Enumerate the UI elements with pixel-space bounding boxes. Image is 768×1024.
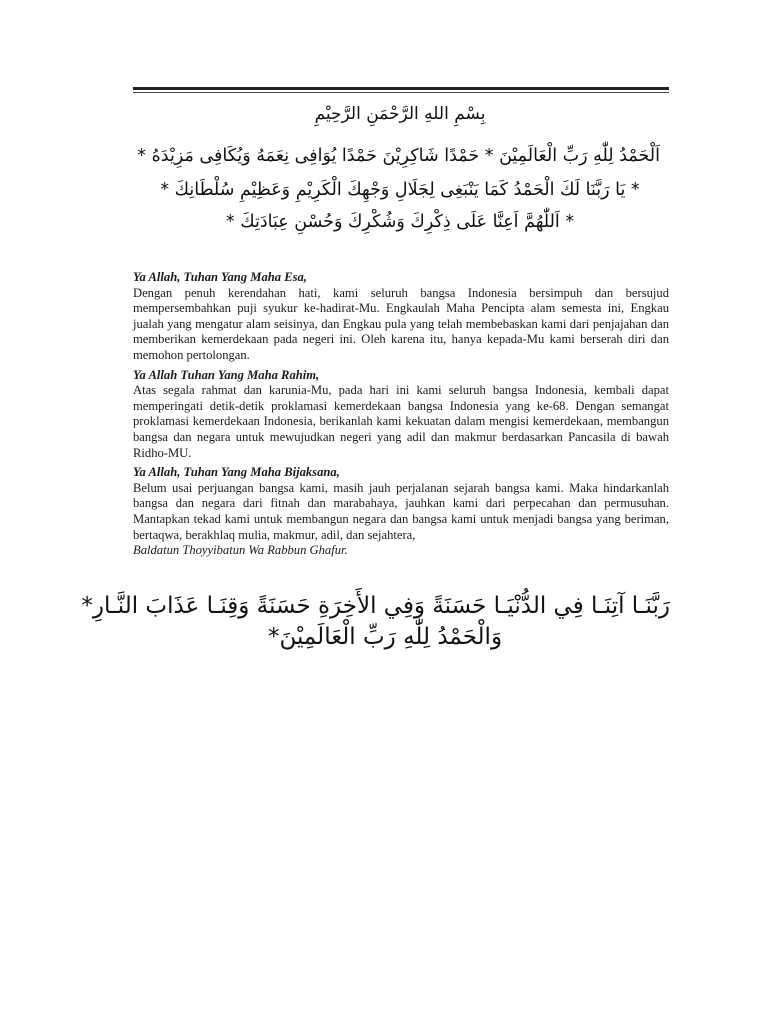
section-heading-2: Ya Allah Tuhan Yang Maha Rahim, [133, 367, 320, 382]
closing-dua-line-2: وَالْحَمْدُ لِلّٰهِ رَبِّ الْعَالَمِيْنَ* [267, 624, 503, 650]
section-heading-1: Ya Allah, Tuhan Yang Maha Esa, [133, 270, 307, 284]
section-text-1: Dengan penuh kerendahan hati, kami seluruh bangsa Indonesia bersimpuh dan bersujud mempersembahkan puji syukur ke-hadirat-Mu. Engkaulah Maha Pencipta alam semesta ini, Engkau jualah yang mengatur alam seisinya, dan Engkau pula yang telah membebaskan kami dari penjajahan dan memberikan kemerdekaan pada negeri ini. Oleh karena itu, hanya kepada-Mu kami berserah diri dan memohon pertolongan. [133, 285, 669, 362]
section-closing-3: Baldatun Thoyyibatun Wa Rabbun Ghafur. [133, 543, 348, 558]
basmala: بِسْمِ اللهِ الرَّحْمَنِ الرَّحِيْمِ [314, 104, 486, 124]
section-heading-3: Ya Allah, Tuhan Yang Maha Bijaksana, [133, 465, 340, 480]
opening-dua-line-1: اَلْحَمْدُ لِلّٰهِ رَبِّ الْعَالَمِيْنَ * حَمْدًا شَاكِرِيْنَ حَمْدًا يُوَافِى نِعَمَهُ وَيُكَافِى مَزِيْدَهُ * [137, 146, 660, 166]
section-text-2: Atas segala rahmat dan karunia-Mu, pada hari ini kami seluruh bangsa Indonesia, kembali dapat memperingati detik-detik proklamasi kemerdekaan bangsa Indonesia yang ke-68. Dengan semangat proklamasi kemerdekaan Indonesia, berikanlah kami kekuatan dalam mengisi kemerdekaan, membangun bangsa dan negara untuk mewujudkan negeri yang adil dan makmur berdasarkan Pancasila di bawah Ridho-MU. [133, 383, 669, 460]
section-text-3: Belum usai perjuangan bangsa kami, masih jauh perjalanan sejarah bangsa kami. Maka hindarkanlah bangsa dan negara dari fitnah dan marabahaya, jauhkan kami dari perpecahan dan permusuhan. Mantapkan tekad kami untuk membangun negara dan bangsa kami untuk menjadi bangsa yang beriman, bertaqwa, berakhlaq mulia, makmur, adil, dan sejahtera, [133, 480, 669, 542]
opening-dua-line-2: * يَا رَبَّنَا لَكَ الْحَمْدُ كَمَا يَنْبَغِى لِجَلَالِ وَجْهِكَ الْكَرِيْمِ وَعَظِيْمِ سُلْطَانِكَ * [160, 180, 640, 200]
opening-dua-line-3: * اَللّٰهُمَّ اَعِنَّا عَلَى ذِكْرِكَ وَشُكْرِكَ وَحُسْنِ عِبَادَتِكَ * [225, 212, 575, 232]
header-rule [133, 87, 669, 90]
section-text-3-wrapper [133, 481, 669, 559]
header-rule-thin [133, 92, 669, 93]
prayer-body [133, 270, 669, 563]
closing-dua-line-1: رَبَّنَـا آتِنَـا فِي الدُّنْيَـا حَسَنَةً وَفِي الأَخِرَةِ حَسَنَةً وَقِنَـا عَذَابَ النَّـارِ* [81, 593, 670, 619]
